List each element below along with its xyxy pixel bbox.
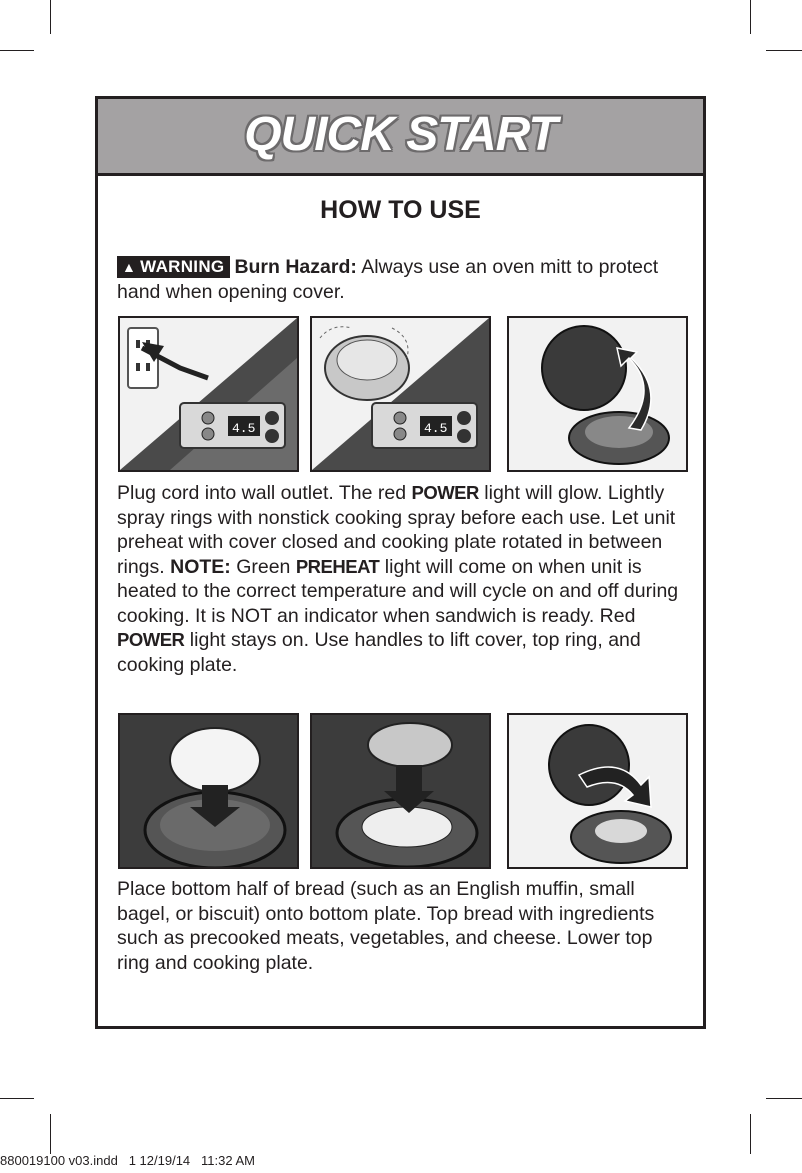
- warning-triangle-icon: ▲: [122, 259, 137, 275]
- slug-time: 11:32 AM: [201, 1153, 255, 1168]
- plug-in-drawing: [120, 318, 297, 470]
- warning-paragraph: [117, 255, 677, 305]
- warning-badge-label: WARNING: [140, 257, 225, 276]
- power-label: POWER: [117, 629, 185, 650]
- crop-mark: [750, 1114, 751, 1154]
- warning-text: Always use an oven mitt to protect hand when opening cover.: [117, 256, 659, 303]
- section-heading: HOW TO USE: [320, 196, 481, 224]
- power-label: POWER: [411, 482, 479, 503]
- step1-text-part: Green: [230, 555, 296, 578]
- slug-page: 1: [128, 1153, 136, 1168]
- lower-ring-drawing: [509, 715, 686, 867]
- note-label: NOTE:: [170, 555, 231, 578]
- illustration-top-bread: [310, 713, 491, 869]
- illustration-plug-in: [118, 316, 299, 472]
- step1-text-part: light will come on when unit is heated to the correct temperature and will cycle on and off during cooking. It is NOT an indicator when sandwich is ready. Red: [117, 555, 679, 627]
- step1-text-part: light will glow. Lightly spray rings with nonstick cooking spray before each use. Let unit preheat with cover closed and cooking plate rotated in between rings.: [117, 482, 676, 578]
- illustration-spray-rings: [310, 316, 491, 472]
- bottom-bread-drawing: [120, 715, 297, 867]
- crop-mark: [50, 1114, 51, 1154]
- display-readout: 4.5: [232, 421, 256, 436]
- top-bread-drawing: [312, 715, 489, 867]
- crop-mark: [750, 0, 751, 34]
- step1-text-part: light stays on. Use handles to lift cover, top ring, and cooking plate.: [117, 629, 641, 676]
- spray-rings-drawing: [312, 318, 489, 470]
- illustration-lower-ring: [507, 713, 688, 869]
- illustration-open-cover: [507, 316, 688, 472]
- slug-file: 880019100 v03.indd: [0, 1153, 118, 1168]
- quick-start-panel: [95, 96, 706, 1029]
- hazard-label: Burn Hazard:: [234, 256, 357, 278]
- warning-badge: [117, 256, 230, 278]
- crop-mark: [766, 50, 802, 51]
- print-slug: [0, 1153, 255, 1168]
- title-banner: [98, 99, 703, 176]
- slug-date: 12/19/14: [139, 1153, 191, 1168]
- open-cover-drawing: [509, 318, 686, 470]
- step1-text: [117, 481, 683, 677]
- illustration-bottom-bread: [118, 713, 299, 869]
- crop-mark: [0, 1098, 34, 1099]
- crop-mark: [50, 0, 51, 34]
- crop-mark: [0, 50, 34, 51]
- step1-text-part: Plug cord into wall outlet. The red: [117, 482, 412, 504]
- display-readout: 4.5: [424, 421, 448, 436]
- step2-text: Place bottom half of bread (such as an English muffin, small bagel, or biscuit) onto bottom plate. Top bread with ingredients such as precooked meats, vegetables, and cheese. Lower top ring and cooking plate.: [117, 878, 655, 974]
- banner-title: QUICK START: [244, 108, 557, 161]
- preheat-label: PREHEAT: [295, 555, 380, 577]
- crop-mark: [766, 1098, 802, 1099]
